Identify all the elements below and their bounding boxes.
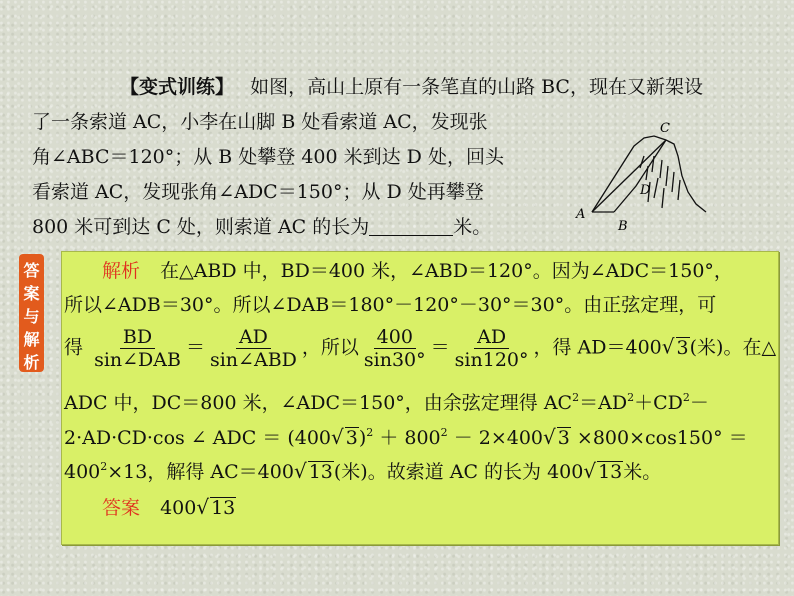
solution-row-1: 解析 在△ABD 中，BD＝400 米，∠ABD＝120°。因为∠ADC＝150°， [102,260,733,282]
solution-answer-row: 答案 400√ 13 [102,495,236,519]
solution-row-3: 得 $\frac{BD}{\text{sin∠DAB}}$ ＝ $\frac{AD}{\text{sin∠ABD}}$ ，所以 $\frac{400}{\sin 30^\circ}$ ＝ $\frac{AD}{\sin 120^\circ}$ ，得 AD＝400√ 3(米)。在△ [64,326,777,371]
solution-row-4: ADC 中，DC＝800 米，∠ADC＝150°，由余弦定理得 $AC^2=AD^2+CD^2-$ [64,391,709,414]
point-d-label: D [640,183,651,198]
point-c-label: C [660,121,670,136]
solution-row-2: 所以∠ADB＝30°。所以∠DAB＝180°－120°－30°＝30°。由正弦定理，可 [64,294,717,316]
solution-row-6: $400^2\times 13$，解得 AC＝400√ 13(米)。故索道 AC 的长为 400√ 13米。 [64,459,662,483]
answer-label: 答案 [102,497,141,519]
fraction-ad-2: $\frac{AD}{\sin 120^\circ}$ [454,326,529,371]
fraction-ad: $\frac{AD}{\text{sin∠ABD}}$ [209,326,297,371]
point-a-label: A [576,207,586,222]
solution-row-5: 2·AD·CD·cos ∠ ADC ＝ (400√ $3)^2 + 800^2 - 2\times 400√$ 3 ×800×cos150° ＝ [64,425,748,449]
solution-title: 解析 [102,260,141,282]
question-line-1: 【变式训练】 如图，高山上原有一条笔直的山路 BC，现在又新架设 [120,76,703,98]
mountain-figure [574,116,724,238]
question-line-3: 角∠ABC＝120°；从 B 处攀登 400 米到达 D 处，回头 [32,146,504,168]
question-line-4: 看索道 AC，发现张角∠ADC＝150°；从 D 处再攀登 [32,181,484,203]
answer-analysis-tab[interactable]: 答 案 与 解 析 [19,254,44,372]
question-line-5: 800 米可到达 C 处，则索道 AC 的长为 米。 [32,216,492,238]
answer-value: 400 [160,497,197,519]
answer-blank [369,215,453,236]
fraction-400: $\frac{400}{\sin 30^\circ}$ [363,326,426,371]
exercise-tag: 【变式训练】 [120,76,235,98]
fraction-bd: $\frac{BD}{\text{sin∠DAB}}$ [94,326,181,371]
point-b-label: B [618,219,628,234]
question-line-2: 了一条索道 AC，小李在山脚 B 处看索道 AC，发现张 [32,111,488,133]
